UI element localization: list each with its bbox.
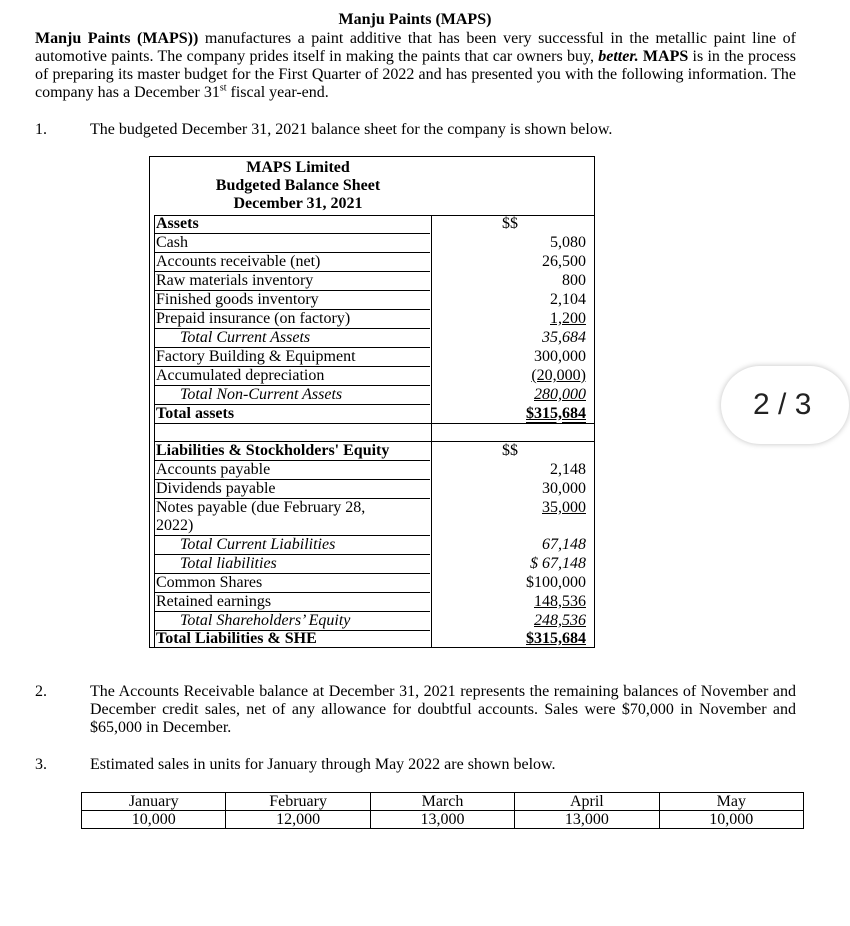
row-value: 800 [562, 272, 586, 289]
row-label: Total Non-Current Assets [180, 386, 343, 403]
row-label: Notes payable (due February 28, [156, 499, 366, 516]
row-label: Total assets [156, 405, 235, 422]
row-value: 300,000 [534, 348, 586, 365]
currency-label: $$ [502, 215, 518, 232]
table-row [156, 461, 592, 479]
assets-header: Assets [156, 215, 199, 232]
month-header: March [370, 793, 514, 811]
row-value: 148,536 [534, 593, 586, 610]
row-value: $315,684 [526, 405, 586, 422]
row-value: 248,536 [534, 612, 586, 629]
intro-maps: MAPS [638, 48, 689, 65]
row-label: Raw materials inventory [156, 272, 314, 289]
row-value: 67,148 [542, 536, 586, 553]
row-value: $ 67,148 [530, 555, 586, 572]
row-value: 35,684 [542, 329, 586, 346]
row-label: Prepaid insurance (on factory) [156, 310, 351, 327]
row-label: Finished goods inventory [156, 291, 319, 308]
intro-text-1: manufactures a paint additive that has been very successful in the metallic paint line of automotive paints. The company prides itself in making the paints that car owners buy, [35, 30, 797, 65]
liabilities-header: Liabilities & Stockholders' Equity [156, 442, 390, 459]
row-value: (20,000) [531, 367, 586, 384]
row-value: 30,000 [542, 480, 586, 497]
row-label: Dividends payable [156, 480, 276, 497]
intro-text-2: is in the process of preparing its master budget for the First Quarter of 2022 and has presented you with the following information. The company has a December 31 [35, 48, 796, 101]
document-title: Manju Paints (MAPS) [338, 11, 492, 28]
table-row [156, 574, 592, 592]
total-row [156, 405, 592, 423]
row-label: Retained earnings [156, 593, 272, 610]
date-heading: December 31, 2021 [233, 195, 363, 212]
list-item-1 [35, 121, 796, 141]
page-indicator: 2 / 3 [721, 366, 849, 444]
table-row [156, 272, 592, 290]
row-value: 2,148 [550, 461, 586, 478]
table-row [156, 517, 592, 535]
intro-text-3: fiscal year-end. [226, 84, 329, 101]
balance-sheet-heading [150, 159, 446, 213]
subtotal-row [156, 612, 592, 630]
row-value: 280,000 [534, 386, 586, 403]
item-number: 3. [35, 756, 47, 773]
row-label: Cash [156, 234, 188, 251]
month-header: February [226, 793, 370, 811]
table-row [82, 793, 804, 811]
table-row [156, 593, 592, 611]
row-label: Accounts receivable (net) [156, 253, 321, 270]
month-header: January [82, 793, 226, 811]
month-header: May [659, 793, 803, 811]
intro-superscript: st [219, 82, 227, 94]
row-label: Total Current Liabilities [180, 536, 336, 553]
total-row [156, 630, 592, 648]
row-value: $100,000 [526, 574, 586, 591]
liabilities-header-row [156, 442, 592, 460]
row-label: Accumulated depreciation [156, 367, 325, 384]
row-label: Total liabilities [180, 555, 277, 572]
units-cell: 13,000 [370, 811, 514, 829]
row-label: 2022) [156, 517, 194, 534]
item-number: 1. [35, 121, 47, 138]
row-label: Accounts payable [156, 461, 271, 478]
row-value: 26,500 [542, 253, 586, 270]
table-row [156, 499, 592, 517]
table-row [156, 367, 592, 385]
units-cell: 12,000 [226, 811, 370, 829]
company-name: Manju Paints (MAPS)) [35, 30, 199, 47]
item-text: The Accounts Receivable balance at December 31, 2021 represents the remaining balances of November and December credit sales, net of any allowance for doubtful accounts. Sales were $70,000 in November and $65,000 in December. [90, 683, 796, 736]
row-value: 2,104 [550, 291, 586, 308]
row-label: Total Current Assets [180, 329, 311, 346]
row-label: Factory Building & Equipment [156, 348, 356, 365]
table-row [156, 253, 592, 271]
item-text: Estimated sales in units for January through May 2022 are shown below. [90, 756, 556, 773]
units-cell: 13,000 [515, 811, 659, 829]
row-value: 1,200 [550, 310, 586, 327]
units-cell: 10,000 [82, 811, 226, 829]
item-text: The budgeted December 31, 2021 balance sheet for the company is shown below. [90, 121, 613, 138]
subtotal-row [156, 386, 592, 404]
subtotal-row [156, 329, 592, 347]
table-row [156, 480, 592, 498]
divider [154, 423, 595, 424]
list-item-3 [35, 756, 796, 776]
units-cell: 10,000 [659, 811, 803, 829]
table-row [156, 348, 592, 366]
list-item-2 [35, 683, 796, 739]
item-number: 2. [35, 683, 47, 700]
intro-better: better. [598, 48, 639, 65]
table-row [82, 811, 804, 829]
assets-header-row [156, 215, 592, 233]
subtotal-row [156, 555, 592, 573]
row-label: Total Liabilities & SHE [156, 630, 317, 647]
statement-heading: Budgeted Balance Sheet [215, 177, 381, 194]
row-value: 5,080 [550, 234, 586, 251]
row-label: Total Shareholders’ Equity [180, 612, 351, 629]
table-row [156, 310, 592, 328]
divider [154, 215, 155, 648]
month-header: April [515, 793, 659, 811]
sales-units-table [81, 792, 804, 829]
table-row [156, 234, 592, 252]
intro-paragraph [35, 30, 796, 102]
row-value: $315,684 [526, 630, 586, 647]
company-heading: MAPS Limited [246, 159, 350, 176]
row-value: 35,000 [542, 499, 586, 516]
table-row [156, 291, 592, 309]
currency-label: $$ [502, 442, 518, 459]
subtotal-row [156, 536, 592, 554]
row-label: Common Shares [156, 574, 263, 591]
balance-sheet [149, 156, 595, 648]
